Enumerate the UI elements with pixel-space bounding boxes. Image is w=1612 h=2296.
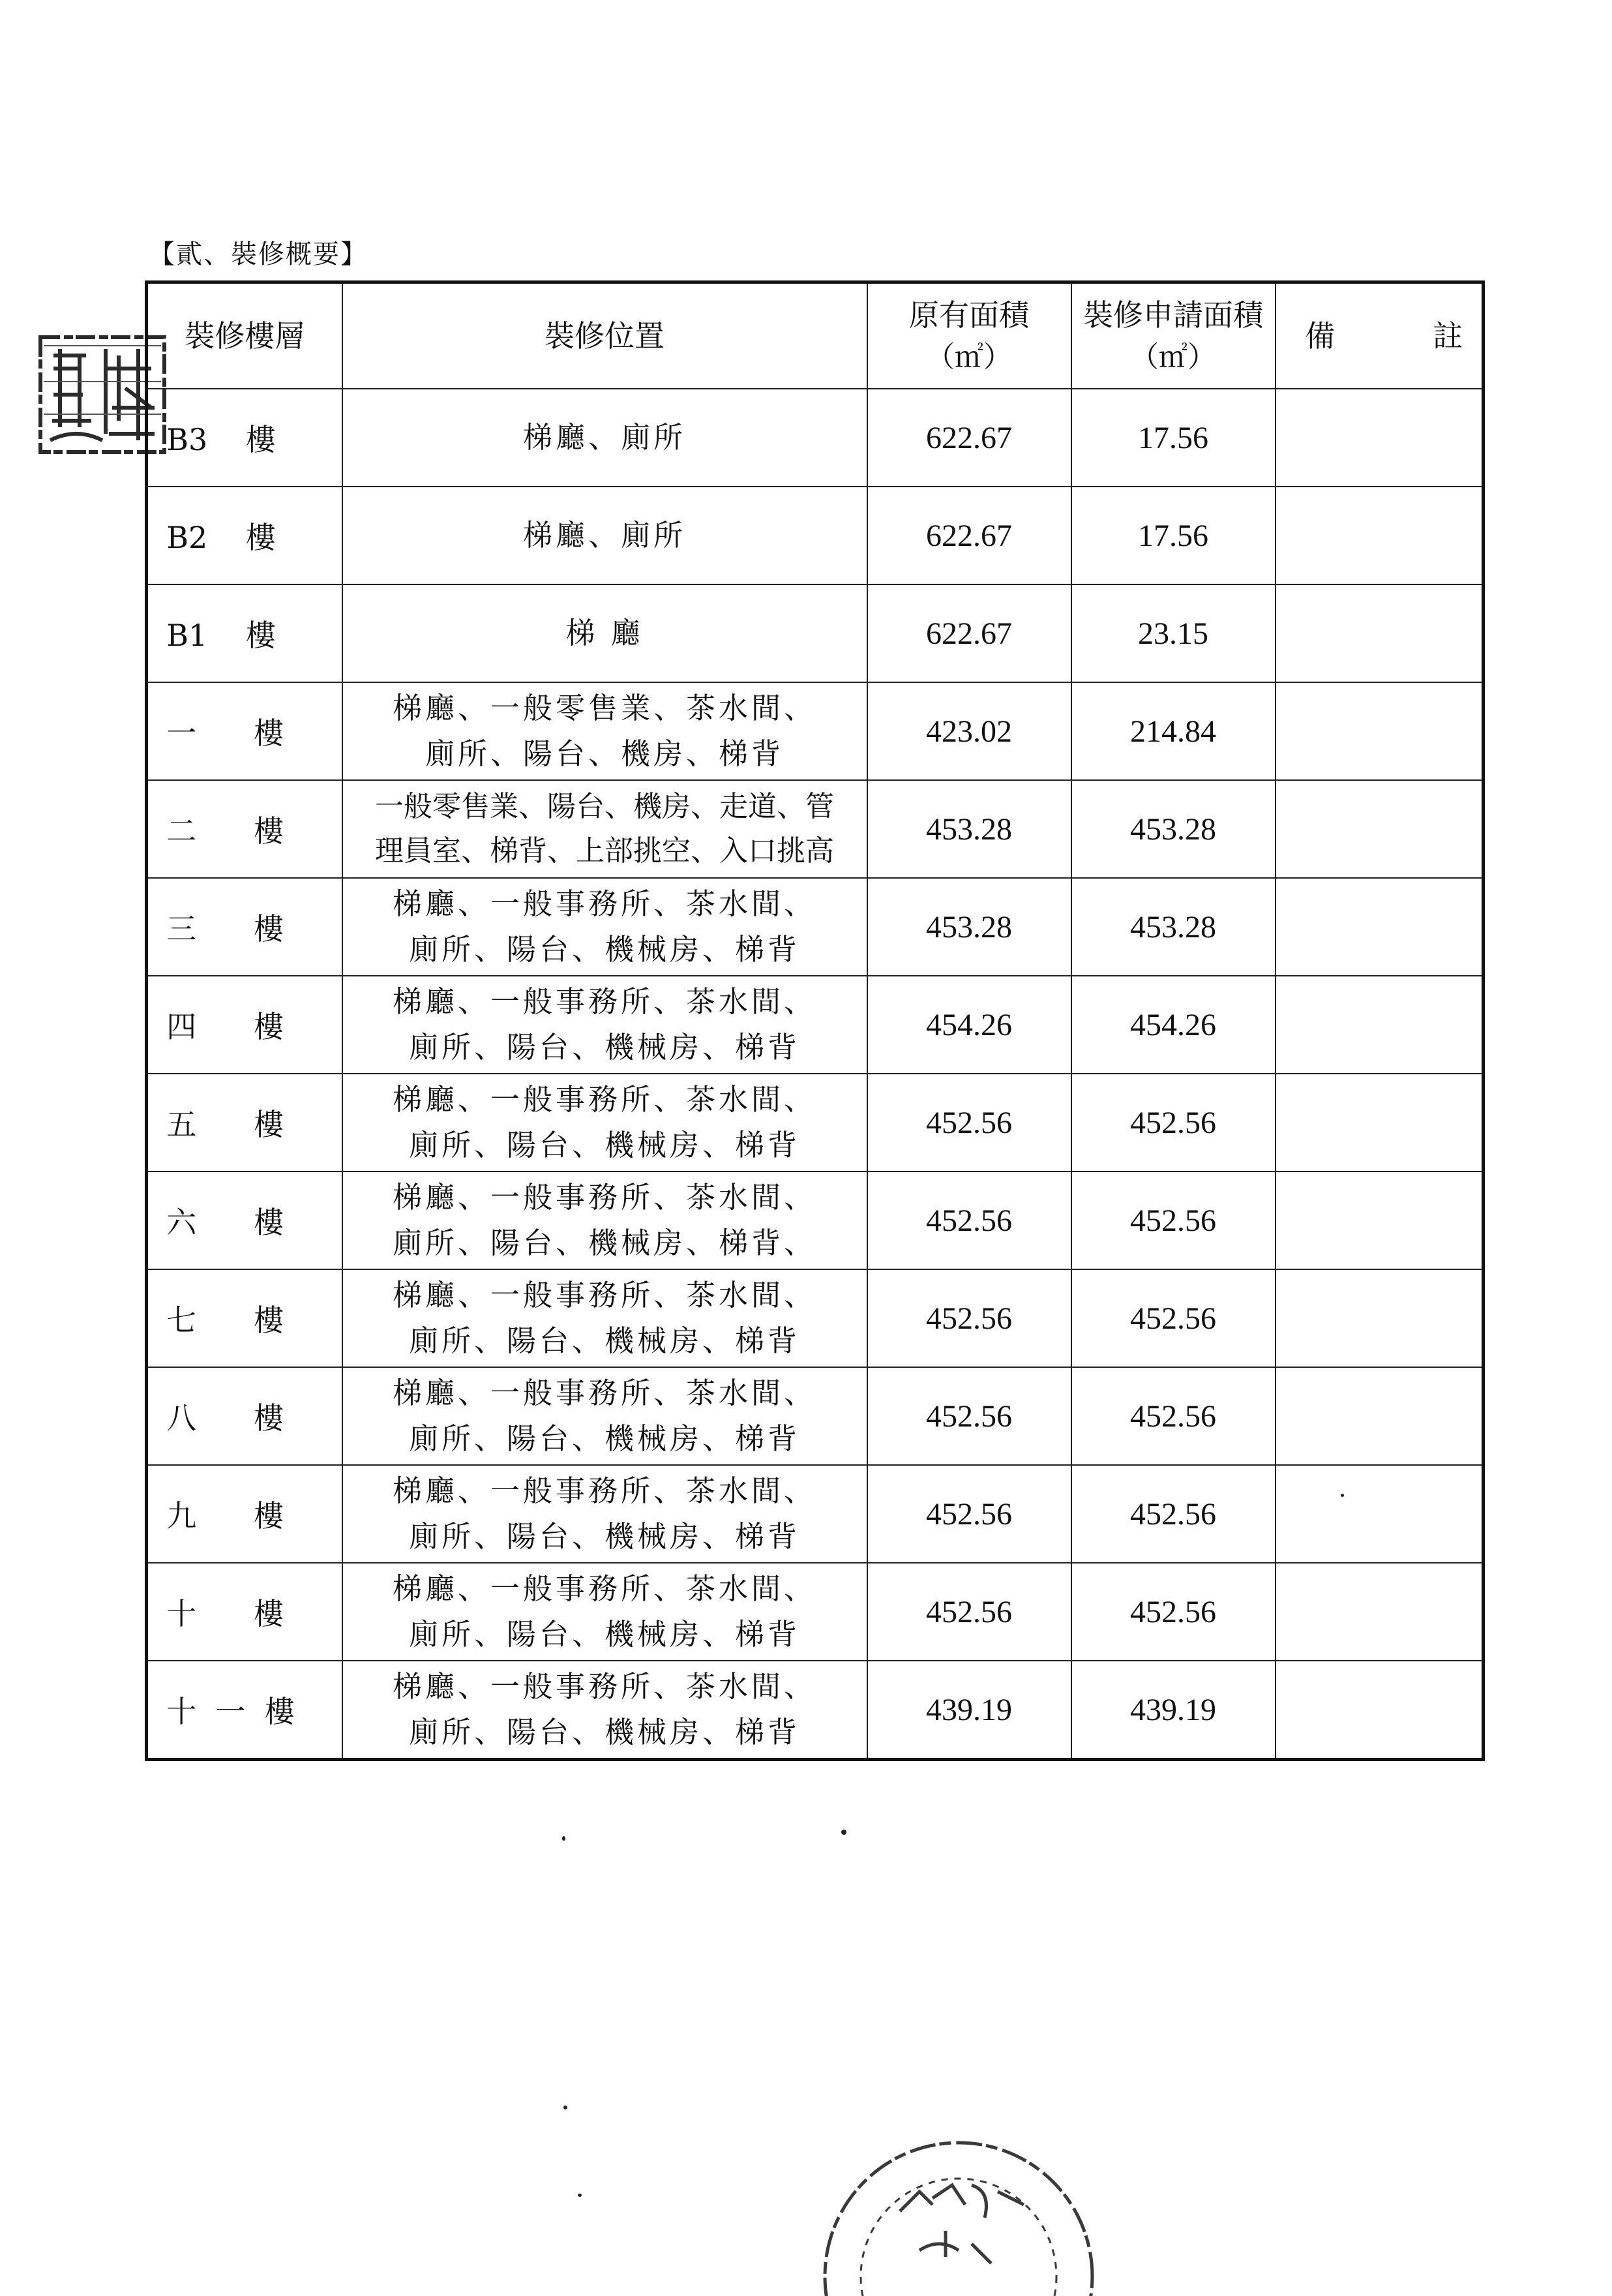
remarks-cell	[1276, 1367, 1484, 1465]
header-floor: 裝修樓層	[147, 282, 342, 389]
location-cell	[342, 1171, 867, 1269]
scan-speck	[563, 2106, 567, 2109]
remarks-cell	[1276, 389, 1484, 487]
original-area-cell: 452.56	[867, 1171, 1071, 1269]
floor-label: B1 樓	[166, 618, 276, 653]
header-original-area-unit: （㎡）	[926, 340, 1012, 374]
scan-speck	[562, 1836, 565, 1841]
floor-label: 十 樓	[166, 1596, 284, 1631]
location-line: 梯廳、廁所	[522, 518, 686, 553]
original-area-cell: 453.28	[867, 878, 1071, 976]
location-line: 梯廳、一般事務所、茶水間、	[392, 1669, 816, 1704]
floor-label: 一 樓	[166, 716, 284, 751]
floor-cell	[147, 1563, 342, 1661]
location-cell	[342, 487, 867, 584]
floor-label: B3 樓	[166, 422, 276, 457]
applied-area-cell: 17.56	[1071, 389, 1276, 487]
location-cell	[342, 584, 867, 682]
floor-cell	[147, 682, 342, 780]
table-row	[147, 878, 1484, 976]
floor-label: 三 樓	[166, 911, 284, 946]
remarks-cell	[1276, 1074, 1484, 1171]
floor-label: 八 樓	[166, 1400, 284, 1436]
table-row	[147, 389, 1484, 487]
floor-cell	[147, 976, 342, 1074]
floor-cell	[147, 1465, 342, 1563]
location-line: 梯廳、一般事務所、茶水間、	[392, 984, 816, 1020]
table-row	[147, 487, 1484, 584]
table-row	[147, 584, 1484, 682]
location-line: 廁所、陽台、機械房、梯背、	[392, 1226, 816, 1260]
renovation-summary-table	[145, 280, 1485, 1761]
location-line: 梯廳、廁所	[522, 420, 686, 455]
location-cell	[342, 389, 867, 487]
applied-area-cell: 454.26	[1071, 976, 1276, 1074]
floor-label: 六 樓	[166, 1205, 284, 1240]
floor-cell	[147, 1269, 342, 1367]
table-header-row	[147, 282, 1484, 389]
location-line: 廁所、陽台、機械房、梯背	[408, 1617, 800, 1652]
remarks-cell	[1276, 682, 1484, 780]
location-cell	[342, 878, 867, 976]
original-area-cell: 439.19	[867, 1661, 1071, 1760]
floor-cell	[147, 487, 342, 584]
remarks-cell	[1276, 878, 1484, 976]
remarks-cell	[1276, 1171, 1484, 1269]
remarks-cell	[1276, 487, 1484, 584]
table-row	[147, 682, 1484, 780]
remarks-cell	[1276, 976, 1484, 1074]
applied-area-cell: 452.56	[1071, 1367, 1276, 1465]
remarks-cell	[1276, 584, 1484, 682]
original-area-cell: 622.67	[867, 584, 1071, 682]
location-line: 廁所、陽台、機械房、梯背	[408, 1128, 800, 1162]
section-heading: 【貳、裝修概要】	[149, 239, 368, 269]
location-cell	[342, 976, 867, 1074]
floor-label: 四 樓	[166, 1009, 284, 1044]
floor-label: B2 樓	[166, 520, 276, 555]
location-cell	[342, 1465, 867, 1563]
header-applied-area	[1071, 282, 1276, 389]
floor-cell	[147, 389, 342, 487]
floor-label: 七 樓	[166, 1303, 284, 1338]
original-area-cell: 423.02	[867, 682, 1071, 780]
original-area-cell: 452.56	[867, 1074, 1071, 1171]
floor-cell	[147, 878, 342, 976]
floor-cell	[147, 1661, 342, 1760]
location-line: 梯廳、一般事務所、茶水間、	[392, 1180, 816, 1215]
applied-area-cell: 439.19	[1071, 1661, 1276, 1760]
location-line: 梯廳、一般事務所、茶水間、	[392, 1278, 816, 1313]
scan-speck	[841, 1830, 846, 1835]
location-line: 梯廳、一般事務所、茶水間、	[392, 1571, 816, 1607]
scan-speck	[578, 2194, 582, 2197]
applied-area-cell: 453.28	[1071, 878, 1276, 976]
location-line: 一般零售業、陽台、機房、走道、管	[375, 789, 834, 823]
location-line: 廁所、陽台、機械房、梯背	[408, 1519, 800, 1554]
location-cell	[342, 1074, 867, 1171]
original-area-cell: 622.67	[867, 487, 1071, 584]
round-seal-stamp-icon	[802, 2113, 1115, 2296]
location-cell	[342, 1661, 867, 1760]
remarks-cell	[1276, 1563, 1484, 1661]
location-cell	[342, 682, 867, 780]
floor-cell	[147, 1367, 342, 1465]
floor-label: 十 一 樓	[166, 1694, 295, 1729]
table-row	[147, 1661, 1484, 1760]
location-cell	[342, 1563, 867, 1661]
location-line: 梯廳、一般事務所、茶水間、	[392, 1376, 816, 1411]
table-row	[147, 780, 1484, 878]
location-line: 梯 廳	[565, 616, 644, 651]
location-line: 理員室、梯背、上部挑空、入口挑高	[375, 834, 834, 868]
remarks-cell	[1276, 1661, 1484, 1760]
floor-label: 九 樓	[166, 1498, 284, 1533]
original-area-cell: 622.67	[867, 389, 1071, 487]
applied-area-cell: 452.56	[1071, 1171, 1276, 1269]
table-row	[147, 1269, 1484, 1367]
header-original-area	[867, 282, 1071, 389]
remarks-cell	[1276, 780, 1484, 878]
header-applied-area-label: 裝修申請面積	[1083, 297, 1263, 333]
location-cell	[342, 1269, 867, 1367]
applied-area-cell: 214.84	[1071, 682, 1276, 780]
original-area-cell: 452.56	[867, 1269, 1071, 1367]
table-row	[147, 1465, 1484, 1563]
floor-cell	[147, 1171, 342, 1269]
applied-area-cell: 452.56	[1071, 1269, 1276, 1367]
applied-area-cell: 452.56	[1071, 1563, 1276, 1661]
remarks-cell	[1276, 1269, 1484, 1367]
location-line: 梯廳、一般事務所、茶水間、	[392, 1082, 816, 1117]
table-row	[147, 976, 1484, 1074]
floor-cell	[147, 1074, 342, 1171]
location-line: 廁所、陽台、機械房、梯背	[408, 1030, 800, 1065]
header-applied-area-unit: （㎡）	[1130, 340, 1216, 374]
original-area-cell: 453.28	[867, 780, 1071, 878]
original-area-cell: 454.26	[867, 976, 1071, 1074]
floor-label: 二 樓	[166, 813, 284, 849]
original-area-cell: 452.56	[867, 1563, 1071, 1661]
header-remarks-char-2: 註	[1433, 318, 1463, 354]
original-area-cell: 452.56	[867, 1465, 1071, 1563]
table-body	[147, 389, 1484, 1760]
location-cell	[342, 780, 867, 878]
applied-area-cell: 452.56	[1071, 1465, 1276, 1563]
floor-label: 五 樓	[166, 1107, 284, 1142]
scan-speck	[1341, 1494, 1344, 1497]
table-row	[147, 1074, 1484, 1171]
header-original-area-label: 原有面積	[909, 297, 1029, 333]
floor-cell	[147, 780, 342, 878]
location-line: 廁所、陽台、機械房、梯背	[408, 1323, 800, 1358]
applied-area-cell: 453.28	[1071, 780, 1276, 878]
location-line: 廁所、陽台、機械房、梯背	[408, 932, 800, 967]
location-line: 廁所、陽台、機房、梯背	[425, 736, 784, 771]
original-area-cell: 452.56	[867, 1367, 1071, 1465]
floor-cell	[147, 584, 342, 682]
table-row	[147, 1563, 1484, 1661]
applied-area-cell: 17.56	[1071, 487, 1276, 584]
location-line: 梯廳、一般事務所、茶水間、	[392, 886, 816, 922]
header-remarks	[1276, 282, 1484, 389]
applied-area-cell: 23.15	[1071, 584, 1276, 682]
location-line: 梯廳、一般零售業、茶水間、	[392, 691, 816, 726]
location-line: 梯廳、一般事務所、茶水間、	[392, 1473, 816, 1509]
location-cell	[342, 1367, 867, 1465]
applied-area-cell: 452.56	[1071, 1074, 1276, 1171]
table-row	[147, 1367, 1484, 1465]
remarks-cell	[1276, 1465, 1484, 1563]
header-remarks-char-1: 備	[1305, 318, 1336, 354]
table-row	[147, 1171, 1484, 1269]
header-location: 裝修位置	[342, 282, 867, 389]
location-line: 廁所、陽台、機械房、梯背	[408, 1421, 800, 1456]
location-line: 廁所、陽台、機械房、梯背	[408, 1715, 800, 1749]
